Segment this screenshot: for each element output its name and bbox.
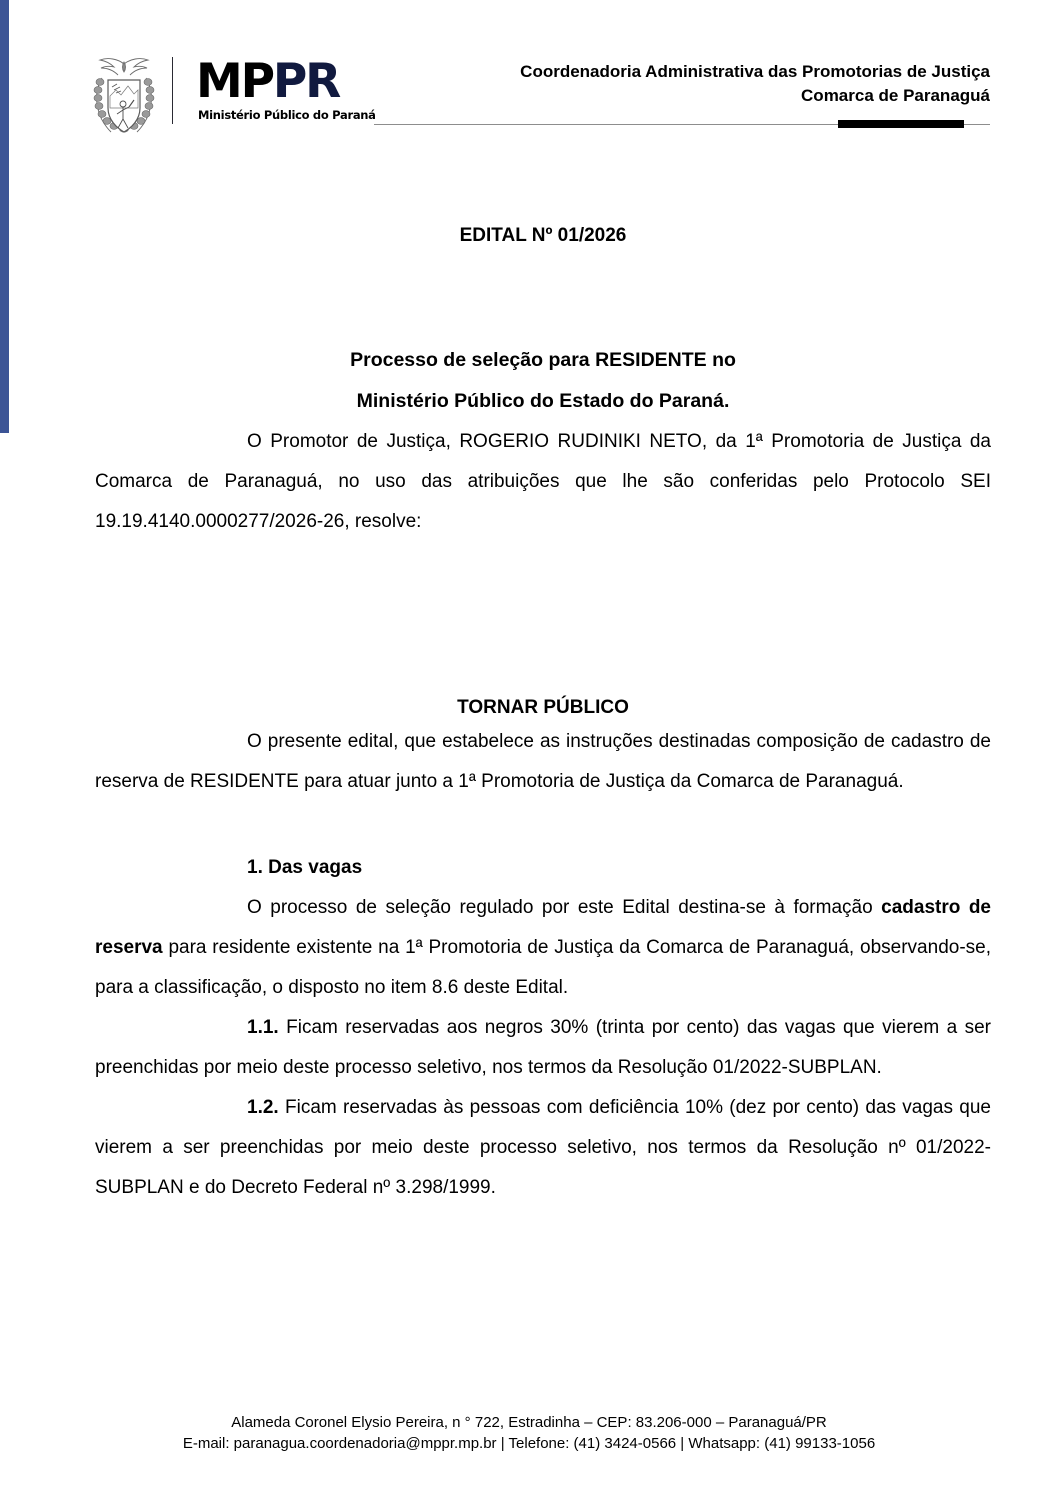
tornar-publico-heading: TORNAR PÚBLICO [457, 697, 629, 718]
edital-subject-line1: Processo de seleção para RESIDENTE no [350, 349, 736, 371]
wordmark-mp: MP [196, 54, 273, 109]
paragraph-section-1 [95, 888, 991, 1008]
paragraph-presente [95, 722, 991, 802]
paragraph-promotor [95, 422, 991, 542]
item-1-1-number: 1.1. [247, 1017, 279, 1038]
page-footer [0, 1412, 1058, 1454]
footer-address: Alameda Coronel Elysio Pereira, n ° 722, Estradinha – CEP: 83.206-000 – Paranaguá/PR [231, 1414, 827, 1431]
section-1-text-after: para residente existente na 1ª Promotoria de Justiça da Comarca de Paranaguá, observando-se, para a classificação, o disposto no item 8.6 deste Edital. [95, 937, 991, 998]
edital-subject [95, 340, 991, 422]
document-body [95, 0, 991, 1208]
section-1-bold-term: cadastro de reserva [95, 897, 992, 958]
mppr-wordmark-subtitle: Ministério Público do Paraná [198, 108, 376, 122]
section-1-text-before: O processo de seleção regulado por este Edital destina-se à formação [247, 897, 882, 918]
wordmark-pr: PR [272, 54, 340, 109]
item-1-1-text: Ficam reservadas aos negros 30% (trinta por cento) das vagas que vierem a ser preenchidas por meio deste processo seletivo, nos termos da Resolução 01/2022-SUBPLAN. [95, 1017, 991, 1078]
paragraph-promotor-text: O Promotor de Justiça, ROGERIO RUDINIKI NETO, da 1ª Promotoria de Justiça da Comarca de Paranaguá, no uso das atribuições que lhe são conferidas pelo Protocolo SEI 19.19.4140.0000277/2026-26, resolve: [95, 431, 991, 532]
item-1-2-number: 1.2. [247, 1097, 279, 1118]
header-title-line1: Coordenadoria Administrativa das Promotorias de Justiça [520, 62, 990, 81]
edital-subject-line2: Ministério Público do Estado do Paraná. [356, 390, 730, 412]
footer-contacts: E-mail: paranagua.coordenadoria@mppr.mp.br | Telefone: (41) 3424-0566 | Whatsapp: (41) 99133-1056 [182, 1435, 876, 1452]
section-1-heading: 1. Das vagas [247, 857, 363, 878]
paragraph-item-1-1 [95, 1008, 991, 1088]
header-title-line2: Comarca de Paranaguá [801, 86, 990, 105]
paragraph-presente-text: O presente edital, que estabelece as instruções destinadas composição de cadastro de reserva de RESIDENTE para atuar junto a 1ª Promotoria de Justiça da Comarca de Paranaguá. [95, 731, 991, 792]
edital-title: EDITAL Nº 01/2026 [459, 225, 627, 246]
item-1-2-text: Ficam reservadas às pessoas com deficiência 10% (dez por cento) das vagas que vierem a ser preenchidas por meio deste processo seletivo, nos termos da Resolução nº 01/2022-SUBPLAN e do Decreto Federal nº 3.298/1999. [95, 1097, 991, 1198]
paragraph-item-1-2 [95, 1088, 991, 1208]
